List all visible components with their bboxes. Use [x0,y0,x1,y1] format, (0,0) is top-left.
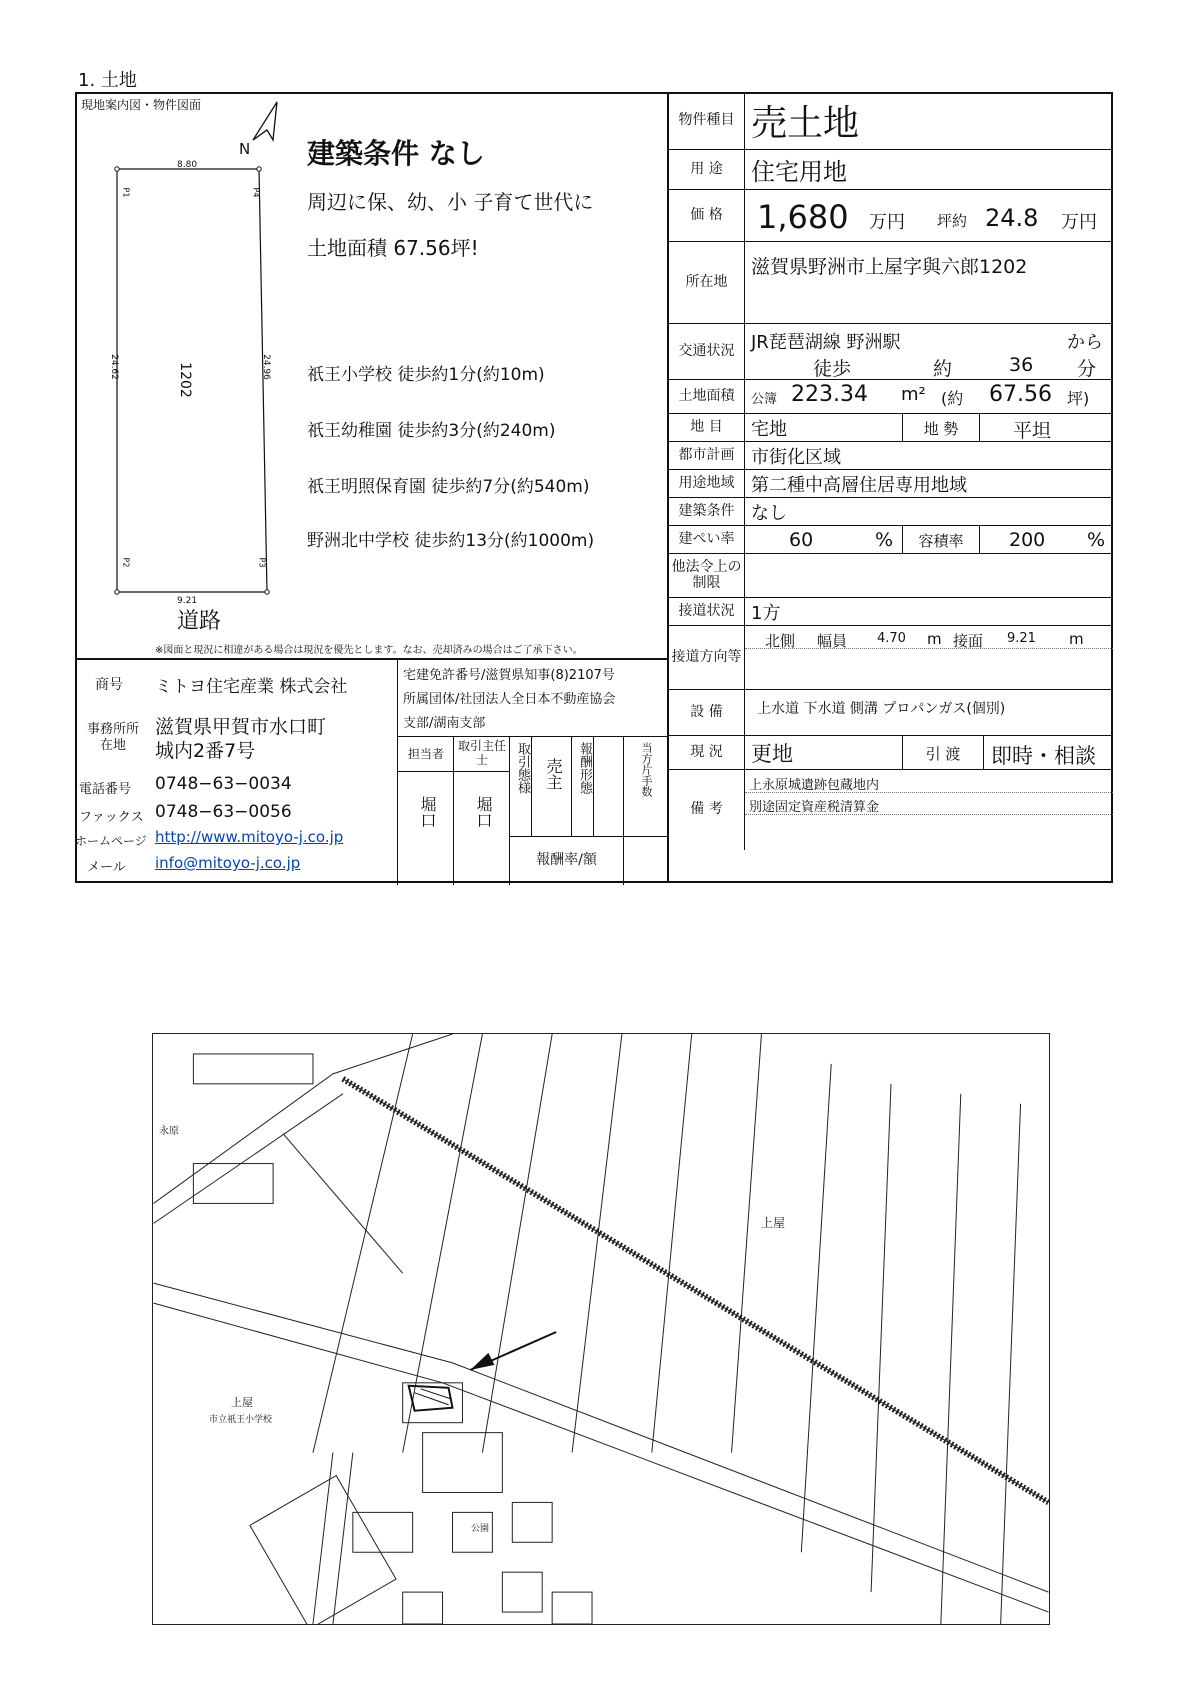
road-label-cell: 接道状況 [669,598,745,625]
deal-label: 取引態様 [515,742,530,794]
name-label: 商号 [95,677,123,693]
staff-label: 担当者 [398,736,454,772]
plan-caption: 現地案内図・物件図面 [81,98,202,112]
row-city [669,442,1113,470]
deal-value-col [532,736,572,836]
area-label: 土地面積 [669,380,745,413]
row-use [669,150,1113,190]
point-p1: P1 [121,187,131,198]
branch: 支部/湖南支部 [403,716,486,731]
facility-label: 設 備 [669,690,745,735]
use-label: 用 途 [669,150,745,189]
dir-width: 4.70 [877,631,906,646]
facility-value: 上水道 下水道 側溝 プロパンガス(個別) [757,701,1006,717]
addr-line-2: 城内2番7号 [155,740,256,762]
handover-label: 引 渡 [902,736,984,770]
spec-table [669,92,1113,883]
fee-form-label: 報酬形態 [577,742,592,794]
fee-share-col [624,736,667,836]
area-value: 223.34 [791,382,868,407]
web-link[interactable]: http://www.mitoyo-j.co.jp [155,828,344,846]
fee-form-col [572,736,594,836]
staff-col [398,736,454,885]
north-arrow-icon [245,100,285,146]
dir-face-label: 接面 [953,632,984,650]
tsubo-value: 24.8 [985,204,1039,232]
row-landcat [669,414,1113,442]
fee-rate-label: 報酬率/額 [510,836,624,885]
dir-m2: m [1069,630,1084,648]
area-kohyo: 公簿 [751,392,778,407]
bcr-unit: % [875,529,894,551]
location-map [152,1033,1050,1625]
dir-width-label: 幅員 [817,632,848,650]
remark-1: 上永原城遺跡包蔵地内 [749,778,880,793]
zone-label: 用途地域 [669,470,745,497]
agent-label: 取引主任士 [454,736,510,772]
cond-value: なし [751,502,787,524]
bcr-label: 建ぺい率 [669,526,745,553]
dim-left: 24.62 [108,354,119,380]
company-panel [75,658,669,883]
school-2: 祇王幼稚園 徒歩約3分(約240m) [307,421,556,441]
status-label: 現 況 [669,736,745,769]
transport-line: JR琵琶湖線 野洲駅 [751,332,901,353]
tsubo-unit: 万円 [1061,212,1097,233]
type-value: 売土地 [751,103,860,144]
dir-face: 9.21 [1007,631,1036,646]
row-transport [669,324,1113,380]
addr-line-1: 滋賀県甲賀市水口町 [155,716,327,738]
tel-label: 電話番号 [79,782,132,797]
dim-bottom: 9.21 [177,596,198,606]
fee-share-label: 当方片手数 [640,742,653,797]
section-title: 1. 土地 [78,70,137,91]
price-unit: 万円 [869,212,905,233]
map-label-school: 市立祇王小学校 [209,1415,273,1425]
school-1: 祇王小学校 徒歩約1分(約10m) [307,365,545,385]
fee-form-value-col [594,736,624,836]
status-value: 更地 [751,741,793,766]
map-label-eihara: 永原 [159,1126,179,1137]
lot-number: 1202 [176,362,193,398]
area-tsubo-unit: 坪) [1067,389,1090,408]
row-direction [669,626,1113,690]
transport-unit: 分 [1077,358,1097,380]
agent-col [454,736,510,885]
dir-divider [745,648,1113,649]
dim-right: 24.96 [260,354,271,380]
row-bcr [669,526,1113,554]
row-area [669,380,1113,414]
dir-label: 接道方向等 [669,626,745,689]
map-drawing [153,1034,1049,1624]
addr-label: 事務所所在地 [86,722,139,753]
landcat-label: 地 目 [669,414,745,441]
location-label: 所在地 [669,242,745,323]
row-type [669,92,1113,150]
association: 所属団体/社団法人全日本不動産協会 [403,692,616,707]
fax-value: 0748−63−0056 [155,802,292,822]
price-label: 価 格 [669,190,745,241]
license-number: 宅建免許番号/滋賀県知事(8)2107号 [403,668,615,683]
nearby-schools-heading: 周辺に保、幼、小 子育て世代に [307,190,594,214]
remarks-label: 備 考 [669,770,745,850]
web-label: ホームページ [75,834,147,848]
area-unit: m² [901,384,926,405]
tsubo-label: 坪約 [937,212,968,230]
row-facility [669,690,1113,736]
point-p4: P4 [251,187,261,198]
map-label-kamiya-2: 上屋 [231,1396,253,1409]
row-remarks [669,770,1113,850]
transport-approx: 約 [933,358,953,380]
far-value: 200 [1009,529,1046,551]
deal-value: 売主 [544,758,563,790]
road-value: 1方 [751,602,781,624]
terrain-value: 平坦 [1013,420,1052,442]
tel-value: 0748−63−0034 [155,774,292,794]
row-zone [669,470,1113,498]
fax-label: ファックス [79,810,144,825]
disclaimer: ※図面と現況に相違がある場合は現況を優先とします。なお、売却済みの場合はご了承下さい。 [155,645,583,656]
dir-m1: m [927,630,942,648]
location-value: 滋賀県野洲市上屋字與六郎1202 [751,256,1028,278]
remark-divider-1 [745,792,1113,793]
landcat-value: 宅地 [751,418,787,440]
transport-from: から [1067,332,1103,353]
map-label-park: 公園 [471,1524,490,1534]
area-tsubo: 67.56 [989,382,1052,407]
transport-min: 36 [1009,354,1034,376]
agent-value: 堀口 [474,796,493,828]
land-area-heading: 土地面積 67.56坪! [307,236,479,260]
dim-top: 8.80 [177,160,198,170]
far-unit: % [1087,529,1106,551]
area-approx: (約 [941,389,964,408]
cond-label: 建築条件 [669,498,745,525]
row-cond [669,498,1113,526]
dir-side: 北側 [765,632,796,650]
bcr-value: 60 [789,529,814,551]
map-label-kamiya-1: 上屋 [761,1216,786,1230]
point-p2: P2 [121,557,131,568]
terrain-label: 地 勢 [902,414,980,442]
remark-2: 別途固定資産税清算金 [749,800,880,815]
road-label: 道路 [177,609,222,634]
zone-value: 第二種中高層住居専用地域 [751,474,967,496]
deal-label-col [510,736,532,836]
company-name: ミトヨ住宅産業 株式会社 [155,677,348,697]
remark-divider-2 [745,814,1113,815]
row-status [669,736,1113,770]
north-label: N [239,140,251,158]
use-value: 住宅用地 [751,158,847,186]
type-label: 物件種目 [669,92,745,149]
city-value: 市街化区域 [751,446,841,468]
mail-link[interactable]: info@mitoyo-j.co.jp [155,854,301,872]
row-road [669,598,1113,626]
transport-label: 交通状況 [669,324,745,379]
transport-walk: 徒歩 [813,358,852,380]
school-4: 野洲北中学校 徒歩約13分(約1000m) [307,531,595,551]
staff-value: 堀口 [418,796,437,828]
far-label: 容積率 [902,526,980,554]
other-label: 他法令上の制限 [669,554,745,597]
school-3: 祇王明照保育園 徒歩約7分(約540m) [307,477,590,497]
row-location [669,242,1113,324]
city-label: 都市計画 [669,442,745,469]
price-value: 1,680 [757,198,849,236]
mail-label: メール [87,860,126,875]
plan-panel [75,92,669,658]
point-p3: P3 [257,557,267,568]
company-info [75,660,398,885]
building-condition-heading: 建築条件 なし [307,137,485,170]
handover-value: 即時・相談 [991,744,1096,768]
row-other [669,554,1113,598]
row-price [669,190,1113,242]
